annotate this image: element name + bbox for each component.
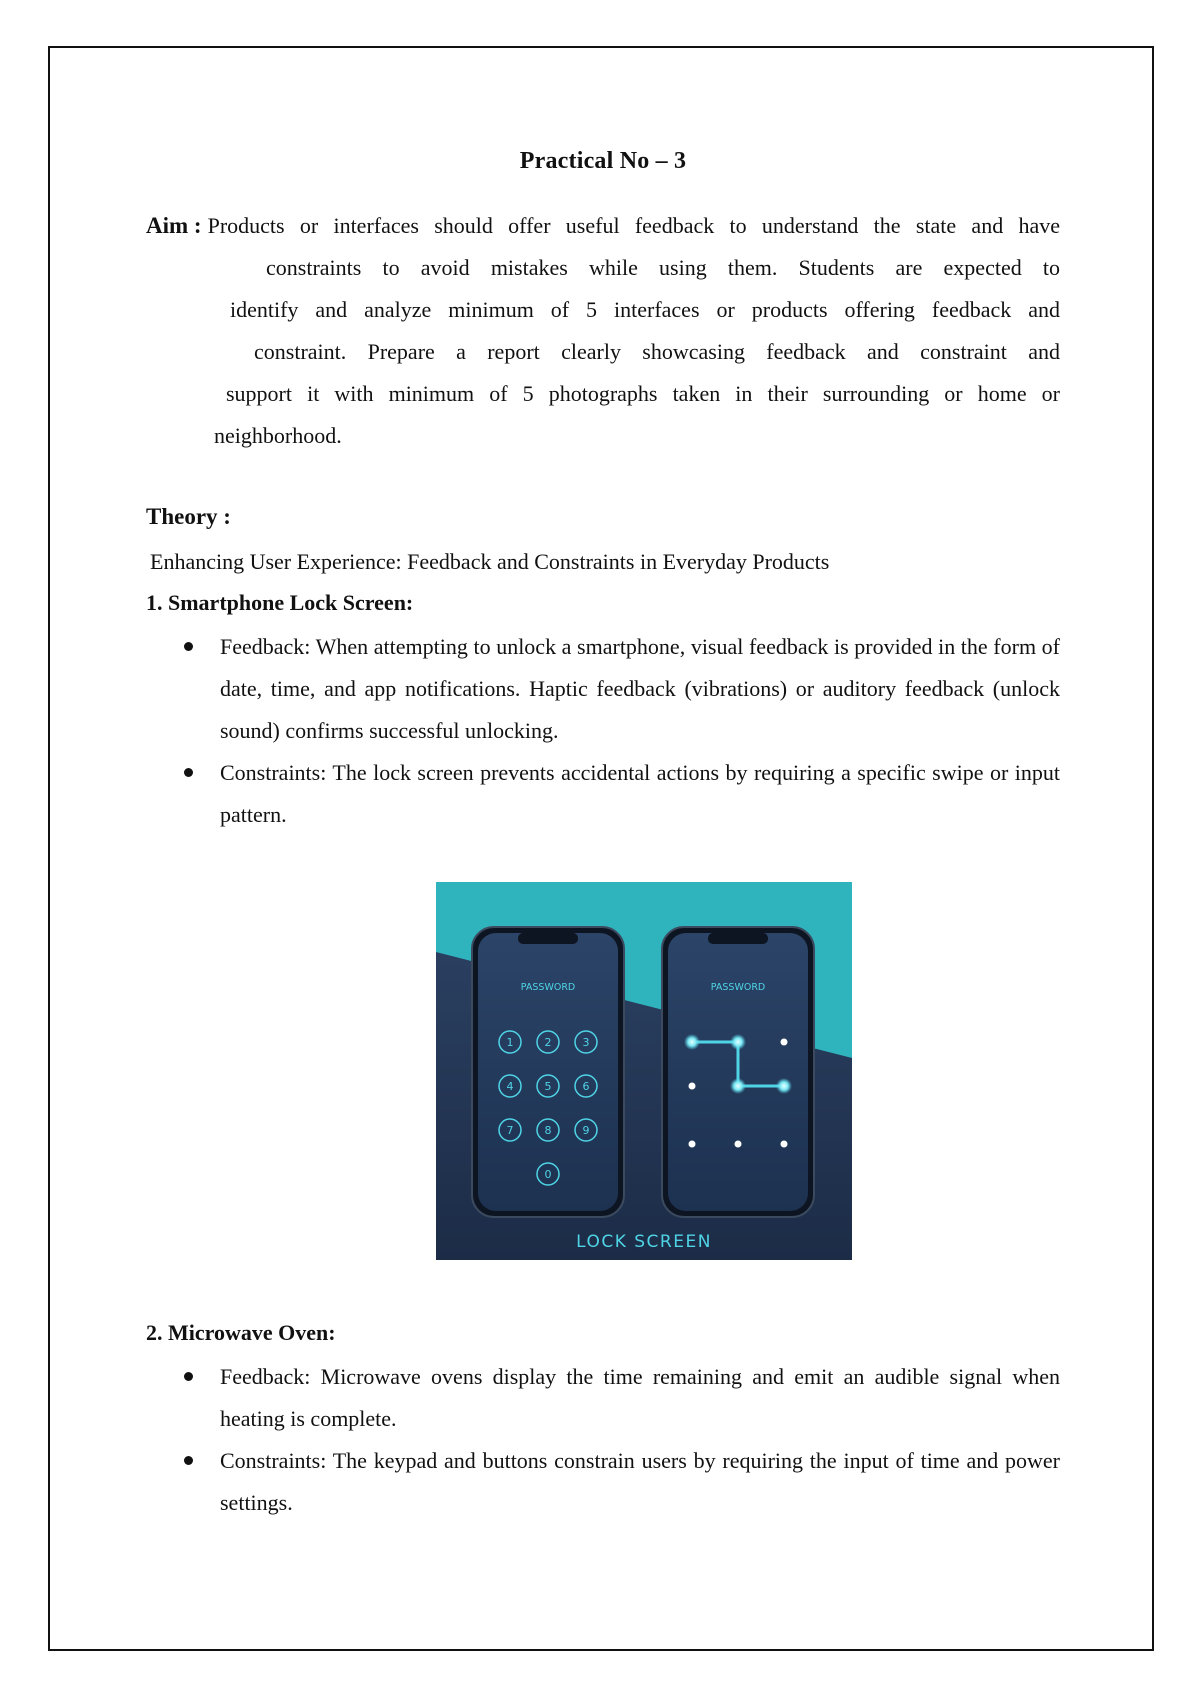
list-item: Constraints: The lock screen prevents accidental actions by requiring a specific swipe or input pattern. bbox=[146, 752, 1060, 836]
keypad-key: 3 bbox=[582, 1036, 590, 1049]
phone-right bbox=[662, 927, 814, 1217]
section-heading-microwave: 2. Microwave Oven: bbox=[146, 1320, 336, 1345]
microwave-bullets bbox=[146, 1356, 1060, 1524]
list-item: Feedback: When attempting to unlock a smartphone, visual feedback is provided in the form of date, time, and app notifications. Haptic feedback (vibrations) or auditory feedback (unlock sound) confirms successful unlocking. bbox=[146, 626, 1060, 752]
phone-left bbox=[472, 927, 624, 1217]
aim-text-line-4: constraint. Prepare a report clearly showcasing feedback and constraint and bbox=[254, 339, 1060, 364]
page-title: Practical No – 3 bbox=[519, 148, 687, 174]
aim-first-line bbox=[146, 205, 1060, 247]
keypad-key: 5 bbox=[544, 1080, 552, 1093]
aim-paragraph bbox=[146, 205, 1060, 457]
phone-left-label: PASSWORD bbox=[520, 982, 576, 993]
phone-right-label: PASSWORD bbox=[710, 982, 766, 993]
aim-text-line-1: Products or interfaces should offer useful feedback to understand the state and have bbox=[207, 213, 1060, 238]
keypad-key: 7 bbox=[506, 1124, 514, 1137]
lock-screen-bullets bbox=[146, 626, 1060, 836]
keypad-key: 4 bbox=[506, 1080, 514, 1093]
theory-heading: Theory : bbox=[146, 504, 231, 529]
aim-text-line-2: constraints to avoid mistakes while using them. Students are expected to bbox=[266, 255, 1060, 280]
keypad-key: 2 bbox=[544, 1036, 552, 1049]
keypad-key: 6 bbox=[582, 1080, 590, 1093]
theory-subtitle: Enhancing User Experience: Feedback and Constraints in Everyday Products bbox=[150, 549, 830, 574]
keypad-key: 1 bbox=[506, 1036, 514, 1049]
aim-text-line-3: identify and analyze minimum of 5 interfaces or products offering feedback and bbox=[230, 297, 1060, 322]
aim-text-line-6: neighborhood. bbox=[214, 423, 342, 448]
lock-screen-illustration bbox=[436, 882, 852, 1260]
lock-screen-image bbox=[436, 882, 852, 1260]
list-item: Constraints: The keypad and buttons constrain users by requiring the input of time and power settings. bbox=[146, 1440, 1060, 1524]
section-heading-lock-screen: 1. Smartphone Lock Screen: bbox=[146, 590, 414, 615]
keypad-key: 9 bbox=[582, 1124, 590, 1137]
keypad-key: 8 bbox=[544, 1124, 552, 1137]
figure-caption: LOCK SCREEN bbox=[576, 1232, 712, 1252]
aim-label: Aim : bbox=[146, 213, 202, 238]
aim-text-line-5: support it with minimum of 5 photographs taken in their surrounding or home or bbox=[226, 381, 1060, 406]
list-item: Feedback: Microwave ovens display the time remaining and emit an audible signal when heating is complete. bbox=[146, 1356, 1060, 1440]
keypad-key: 0 bbox=[544, 1168, 552, 1181]
